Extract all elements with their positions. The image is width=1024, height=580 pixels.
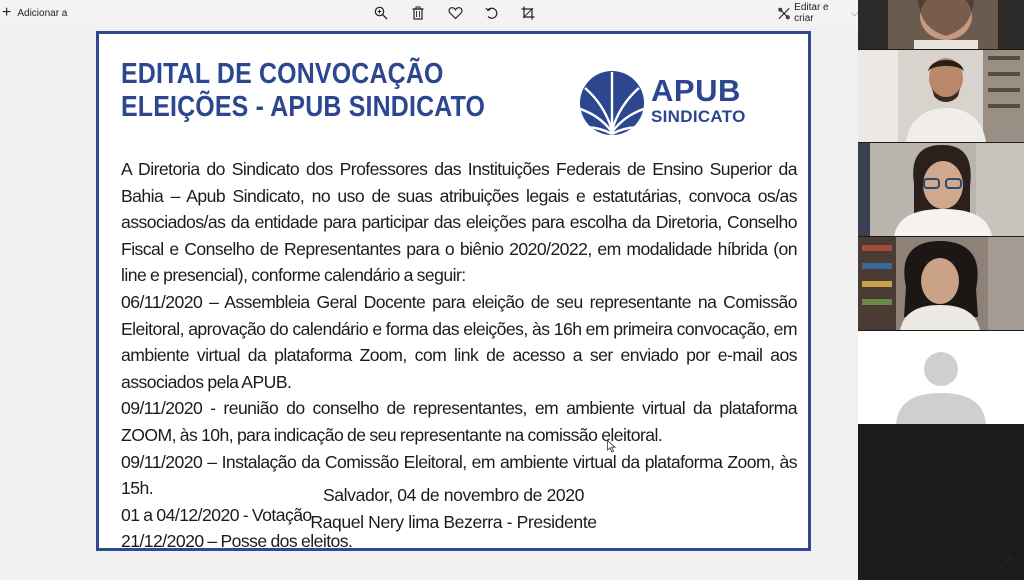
delete-button[interactable] — [408, 3, 428, 23]
participant-video-4 — [858, 237, 1024, 330]
participant-tile-5[interactable] — [858, 331, 1024, 424]
participant-video-1 — [858, 0, 1024, 49]
signature-name: Raquel Nery lima Bezerra - Presidente — [310, 512, 597, 532]
title-line-2: ELEIÇÕES - APUB SINDICATO — [121, 91, 486, 123]
heart-icon — [448, 6, 463, 20]
participants-panel — [858, 0, 1024, 580]
logo-main-text: APUB — [651, 73, 741, 108]
rotate-button[interactable] — [482, 3, 502, 23]
expand-icon[interactable] — [996, 554, 1014, 572]
plus-icon: + — [2, 4, 12, 21]
logo-sub-text: SINDICATO — [651, 107, 746, 126]
add-to-label: Adicionar a — [17, 7, 68, 19]
favorite-button[interactable] — [445, 3, 465, 23]
participant-video-2 — [858, 50, 1024, 142]
apub-logo-text — [651, 73, 746, 128]
apub-logo — [579, 70, 769, 134]
zoom-in-button[interactable] — [371, 3, 391, 23]
mouse-cursor-icon — [607, 440, 616, 453]
rotate-icon — [485, 6, 499, 20]
document-title — [121, 58, 485, 124]
apub-logo-mark-icon — [579, 70, 645, 136]
add-to-button[interactable] — [2, 3, 67, 23]
edit-and-create-button[interactable] — [778, 3, 858, 23]
paragraph-voting: 01 a 04/12/2020 - Votação — [121, 504, 312, 525]
crop-button[interactable] — [518, 3, 538, 23]
participant-video-3 — [858, 143, 1024, 236]
paragraph-assembly: 06/11/2020 – Assembleia Geral Docente para eleição de seu representante na Comissão Eleitoral, aprovação do calendário e forma das eleições, às 16h em primeira convocação, em ambiente virtual da plataforma Zoom, com link de acesso a ser enviado por e-mail aos associados pela APUB. — [121, 291, 797, 392]
edit-icon — [778, 7, 790, 20]
participant-tile-2[interactable] — [858, 50, 1024, 142]
participant-tile-4[interactable] — [858, 237, 1024, 330]
crop-icon — [521, 6, 535, 20]
edit-and-create-label: Editar e criar — [794, 2, 829, 24]
trash-icon — [411, 6, 425, 20]
title-line-1: EDITAL DE CONVOCAÇÃO — [121, 58, 444, 90]
paragraph-council-meeting: 09/11/2020 - reunião do conselho de representantes, em ambiente virtual da plataforma ZOOM, às 10h, para indicação de seu representante na comissão eleitoral. — [121, 398, 797, 445]
photo-viewer-toolbar — [0, 0, 858, 26]
document-image — [96, 31, 811, 551]
zoom-in-icon — [374, 6, 388, 20]
image-canvas — [0, 26, 858, 580]
signature-place-date: Salvador, 04 de novembro de 2020 — [322, 485, 585, 505]
participant-tile-3[interactable] — [858, 143, 1024, 236]
avatar-placeholder-icon — [858, 331, 1024, 424]
paragraph-inauguration: 21/12/2020 – Posse dos eleitos. — [121, 531, 353, 552]
paragraph-commission-install: 09/11/2020 – Instalação da Comissão Eleitoral, em ambiente virtual da plataforma Zoom, às 15h. — [121, 451, 797, 499]
paragraph-intro: A Diretoria do Sindicato dos Professores das Instituições Federais de Ensino Superior da Bahia – Apub Sindicato, no uso de suas atribuições legais e estatutárias, convoca os/as associados/as da entidade para participar das eleições para escolha da Diretoria, Conselho Fiscal e Conselho de Representantes para o biênio 2020/2022, em modalidade híbrida (on line e presencial), conforme calendário a seguir: — [121, 159, 797, 286]
participant-tile-1[interactable] — [858, 0, 1024, 49]
chevron-down-icon: ⌵ — [851, 7, 858, 18]
